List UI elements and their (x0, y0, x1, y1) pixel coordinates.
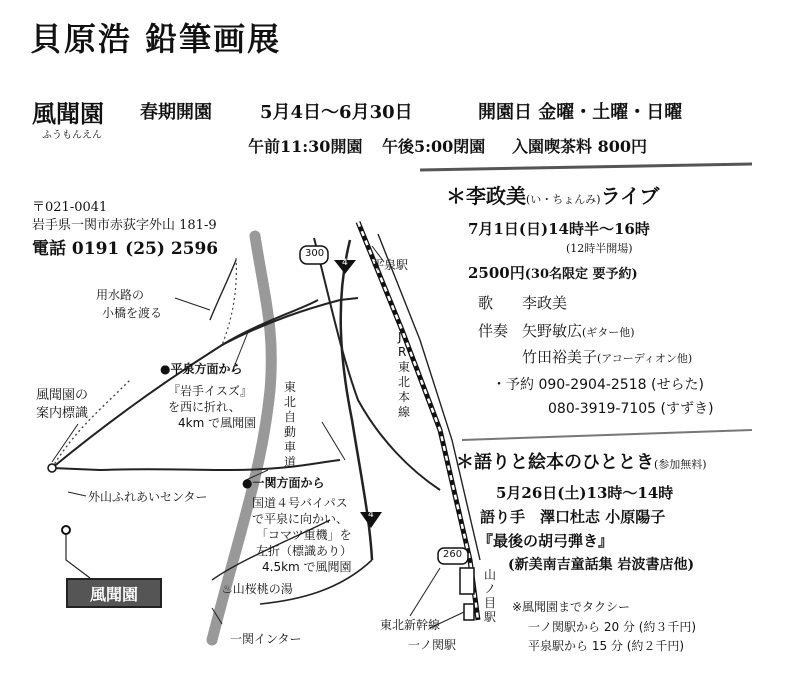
center-label: 外山ふれあいセンター (88, 490, 208, 504)
live-price-value: 2500円 (468, 264, 525, 282)
address: 岩手県一関市赤荻字外山 181-9 (32, 218, 217, 233)
entry-fee: 入園喫茶料 800円 (512, 137, 647, 156)
accomp-label: 伴奏 (478, 322, 509, 340)
live-title (446, 180, 659, 209)
open-time: 午前11:30開園 (248, 137, 363, 156)
vocal-label: 歌 (478, 294, 494, 312)
route4-label-north: 4 (342, 258, 348, 268)
hiraizumi-station-label: 平泉駅 (372, 258, 409, 272)
from-ichinoseki-5: 4.5km で風聞園 (262, 560, 352, 574)
live-date: 7月1日(日)14時半～16時 (468, 220, 650, 238)
from-ichinoseki-1: 国道４号バイパス (252, 496, 348, 510)
story-work: 『最後の胡弓弾き』 (478, 532, 614, 550)
postal-code: 〒021-0041 (32, 200, 108, 215)
yamanome-station-mark (460, 568, 474, 594)
ichinoseki-station-mark (464, 604, 474, 620)
venue-leader (66, 532, 90, 578)
accomp1: 矢野敏広 (522, 322, 583, 340)
venue-reading: ふうもんえん (42, 130, 102, 141)
live-doors: (12時半開場) (566, 242, 633, 255)
accomp1-note: (ギター他) (582, 326, 635, 339)
expressway-label: 東 北 自 動 車 道 (284, 380, 297, 469)
story-date: 5月26日(土)13時～14時 (496, 484, 674, 502)
route300-road (314, 238, 440, 490)
live-title-name: ＊李政美 (446, 184, 526, 208)
from-hiraizumi: ●平泉方面から (160, 362, 243, 376)
season-dates: 5月4日～6月30日 (260, 102, 413, 123)
road-hiraizumi (222, 298, 358, 345)
tellers-label: 語り手 (480, 508, 526, 526)
venue-marker (62, 526, 70, 534)
from-hiraizumi-2: を西に折れ、 (168, 400, 241, 414)
ichinoseki-station-label: 一ノ関駅 (408, 638, 457, 652)
from-hiraizumi-1: 『岩手イスズ』 (168, 384, 252, 398)
vocal-name: 李政美 (522, 294, 568, 312)
accomp2-note: (アコーディオン他) (597, 352, 693, 365)
route260-label: 260 (443, 549, 463, 560)
from-ichinoseki-2: で平泉に向かい、 (252, 512, 349, 526)
live-title-suffix: ライブ (600, 184, 660, 208)
story-title-text: ＊語りと絵本のひととき (456, 452, 654, 473)
season-label: 春期開園 (140, 102, 212, 123)
reserve-phone-2: 080-3919-7105 (すずき) (548, 401, 714, 417)
taxi-line1: 一ノ関駅から 20 分 (約３千円) (528, 620, 697, 634)
section-rule (462, 430, 752, 440)
road-north-dotted (222, 258, 236, 345)
accomp2: 竹田裕美子 (522, 348, 598, 366)
live-title-reading: (い・ちょんみ) (526, 193, 601, 206)
phone-number: 電話 0191 (25) 2596 (32, 239, 219, 259)
header-rule (420, 164, 752, 170)
taxi-title: ※風聞園までタクシー (512, 600, 631, 614)
road-north (210, 260, 236, 320)
story-title-note: (参加無料) (654, 458, 707, 471)
from-hiraizumi-3: 4km で風聞園 (178, 416, 257, 430)
route4-label-south: 4 (368, 510, 374, 520)
bridge-label-1: 用水路の (96, 288, 145, 302)
yamanome-label: 山 ノ 目 駅 (484, 568, 497, 624)
route300-label: 300 (305, 248, 325, 259)
accomp1-name (522, 320, 635, 341)
open-days: 開園日 金曜・土曜・日曜 (478, 102, 683, 123)
shinkansen-label: 東北新幹線 (380, 618, 441, 632)
bridge-label-2: 小橋を渡る (102, 306, 163, 320)
venue-map-box: 風聞園 (66, 578, 162, 608)
taxi-line2: 平泉駅から 15 分 (約２千円) (528, 639, 685, 653)
exhibition-title: 貝原浩 鉛筆画展 (30, 20, 282, 58)
live-price (468, 262, 638, 283)
story-title (456, 448, 707, 474)
signpost-label-2: 案内標識 (36, 406, 89, 421)
signpost-marker (48, 464, 56, 472)
story-source: (新美南吉童話集 岩波書店他) (508, 557, 695, 573)
tellers: 澤口杜志 小原陽子 (540, 508, 666, 526)
from-ichinoseki-3: 「コマツ重機」を (256, 528, 352, 542)
jr-line-label: J R 東 北 本 線 (398, 330, 411, 419)
interchange-label: 一関インター (230, 632, 302, 646)
onsen-label: ♨山桜桃の湯 (222, 582, 293, 596)
from-ichinoseki-4: 左折（標識あり） (256, 544, 353, 558)
accomp2-name (522, 346, 692, 367)
live-price-note: (30名限定 要予約) (524, 267, 638, 282)
venue-name: 風聞園 (32, 99, 104, 128)
reserve-phone-1: ・予約 090-2904-2518 (せらた) (492, 377, 704, 393)
from-ichinoseki: ●一関方面から (242, 476, 325, 490)
close-time: 午後5:00閉園 (382, 137, 486, 156)
signpost-label-1: 風聞園の (36, 388, 89, 403)
